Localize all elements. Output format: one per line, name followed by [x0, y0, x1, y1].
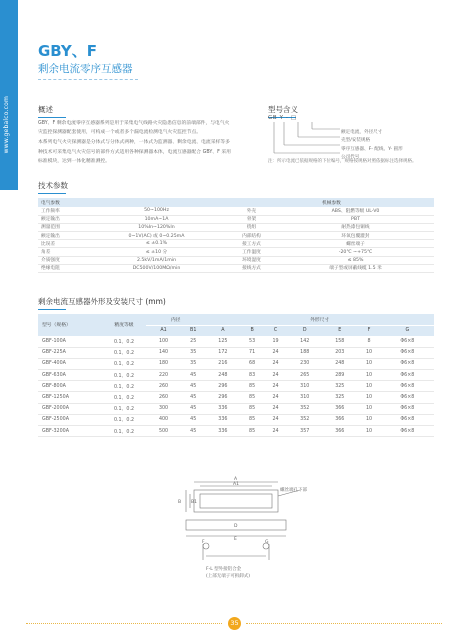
dims-cell: 296 [205, 392, 240, 403]
dims-cell: Φ6×8 [381, 370, 434, 381]
tech-mechanical-value: ≤ 85% [274, 256, 434, 264]
dims-cell: Φ6×8 [381, 336, 434, 347]
dims-row [38, 370, 434, 381]
tech-row [38, 232, 434, 240]
dims-row [38, 403, 434, 414]
dims-subcol-a: A [205, 325, 240, 336]
dims-subcol-d: D [287, 325, 322, 336]
dims-cell: 142 [287, 336, 322, 347]
tech-electrical-value: 10mA~1A [84, 215, 226, 223]
model-item-3: 零序互感器、F- 配线、Y- 圆形 [341, 146, 403, 152]
dims-cell: 19 [264, 336, 287, 347]
dims-cell: 24 [264, 414, 287, 425]
title-divider [38, 79, 138, 80]
diagram-label-b1: B1 [191, 500, 197, 505]
dims-cell: 289 [322, 370, 357, 381]
tech-electrical-value: 10%In~120%In [84, 223, 226, 231]
dims-cell: 45 [181, 403, 205, 414]
diagram-callout: 螺丝端孔下部 [280, 488, 307, 493]
tech-mechanical-key: 外壳 [226, 207, 274, 215]
model-item-4: 公司代号 [341, 155, 360, 161]
page-number: 35 [228, 617, 241, 630]
tech-mechanical-key: 绕组 [226, 223, 274, 231]
diagram-label-g: G [265, 540, 269, 545]
dims-cell-model: GBF-225A [38, 347, 102, 358]
dims-cell: 140 [146, 347, 181, 358]
dims-cell: 336 [205, 426, 240, 437]
footer-dotline-right [246, 623, 442, 624]
dims-cell: 325 [322, 392, 357, 403]
diagram-label-d: D [234, 524, 238, 529]
tech-mechanical-key: 接工方式 [226, 240, 274, 248]
dims-cell: 45 [181, 381, 205, 392]
dims-cell: 203 [322, 347, 357, 358]
dims-row [38, 381, 434, 392]
dims-cell: 24 [264, 392, 287, 403]
dims-col-outer: 外形尺寸 [205, 314, 434, 325]
dims-cell: 35 [181, 358, 205, 369]
dims-cell: 35 [181, 347, 205, 358]
dims-cell: 45 [181, 426, 205, 437]
dims-cell: 10 [357, 347, 380, 358]
dims-subcol-e: E [322, 325, 357, 336]
dims-cell: 24 [264, 347, 287, 358]
dims-cell-model: GBF-2000A [38, 403, 102, 414]
dims-cell: 10 [357, 403, 380, 414]
tech-electrical-key: 工作频率 [38, 207, 84, 215]
tech-electrical-value: 50~100Hz [84, 207, 226, 215]
tech-mechanical-key: 工作温度 [226, 248, 274, 256]
tech-row [38, 207, 434, 215]
dims-cell: 336 [205, 403, 240, 414]
diagram-label-f: F [202, 540, 205, 545]
diagram-caption-2: (上部无端子可拆卸式) [206, 574, 251, 579]
tech-electrical-key: 测量范围 [38, 223, 84, 231]
dims-cell: Φ6×8 [381, 403, 434, 414]
dims-cell: 265 [287, 370, 322, 381]
tech-electrical-value: ≤ ±0.1% [84, 240, 226, 248]
dims-cell: Φ6×8 [381, 358, 434, 369]
diagram-label-a1: A1 [233, 482, 239, 487]
dims-cell: 366 [322, 403, 357, 414]
dims-cell-model: GBF-800A [38, 381, 102, 392]
dims-subcol-b1: B1 [181, 325, 205, 336]
dims-cell: Φ6×8 [381, 347, 434, 358]
dims-cell: 71 [240, 347, 263, 358]
dims-cell: 24 [264, 403, 287, 414]
dims-cell: 100 [146, 336, 181, 347]
dims-table [38, 314, 434, 437]
dims-cell: 352 [287, 403, 322, 414]
model-code: GB Y - □ [268, 115, 297, 121]
tech-col-mechanical: 机械参数 [226, 198, 434, 207]
dims-cell: 45 [181, 414, 205, 425]
dims-cell: 366 [322, 414, 357, 425]
tech-row [38, 264, 434, 272]
diagram-label-e: E [234, 537, 237, 542]
dims-cell: 0.1、0.2 [102, 426, 146, 437]
dims-cell: 10 [357, 414, 380, 425]
dims-row [38, 426, 434, 437]
dims-cell: 85 [240, 392, 263, 403]
overview-text [38, 119, 234, 167]
dims-cell: Φ6×8 [381, 414, 434, 425]
model-heading: 型号含义 [268, 104, 298, 118]
dims-cell: Φ6×8 [381, 392, 434, 403]
page-title: GBY、F [38, 42, 98, 60]
dims-cell: 83 [240, 370, 263, 381]
dims-cell: Φ6×8 [381, 381, 434, 392]
footer-dotline-left [26, 623, 222, 624]
overview-paragraph-2: 本系列电气火灾探测器是分体式与分体式两种，一体式为监测器、剩余电流、电流采样等多种技术可采集电气火灾信号的部件方式适用各种探测器本体，电流互感器配合 GBY、F 采用标准模块，达到一体化精准测控。 [38, 140, 231, 164]
dims-cell: 0.1、0.2 [102, 392, 146, 403]
dims-cell: 180 [146, 358, 181, 369]
dims-row [38, 392, 434, 403]
tech-electrical-value: 0~1V(AC) 或 0~0.25mA [84, 232, 226, 240]
dims-cell: 296 [205, 381, 240, 392]
tech-electrical-key: 比误差 [38, 240, 84, 248]
dims-cell: 24 [264, 370, 287, 381]
tech-electrical-value: 2.5kV/1mA/1min [84, 256, 226, 264]
dims-cell: 0.1、0.2 [102, 336, 146, 347]
tech-row [38, 248, 434, 256]
dims-cell: 172 [205, 347, 240, 358]
dims-cell: 400 [146, 414, 181, 425]
model-note: 注：所示电流已依据规格的下位编号，规格按规格对照依据标注选择规格。 [268, 159, 417, 164]
page-subtitle: 剩余电流零序互感器 [38, 63, 133, 75]
dims-cell: 357 [287, 426, 322, 437]
dims-cell: 352 [287, 414, 322, 425]
dims-subcol-b: B [240, 325, 263, 336]
tech-col-electrical: 电气参数 [38, 198, 226, 207]
dims-row [38, 358, 434, 369]
tech-row [38, 240, 434, 248]
tech-electrical-value: DC500V/100MΩ/min [84, 264, 226, 272]
tech-electrical-key: 绝缘电阻 [38, 264, 84, 272]
dims-cell: 68 [240, 358, 263, 369]
dims-cell: 10 [357, 370, 380, 381]
dims-cell-model: GBF-3200A [38, 426, 102, 437]
tech-table [38, 198, 434, 273]
tech-mechanical-key: 接线方式 [226, 264, 274, 272]
dims-cell: 310 [287, 392, 322, 403]
tech-mechanical-value: 螺丝端子 [274, 240, 434, 248]
side-website-text: www.gebalco.com [3, 96, 10, 154]
dims-cell: 310 [287, 381, 322, 392]
dims-cell-model: GBF-2500A [38, 414, 102, 425]
dims-cell: 336 [205, 414, 240, 425]
tech-row [38, 223, 434, 231]
tech-electrical-key: 角差 [38, 248, 84, 256]
dims-subcol-f: F [357, 325, 380, 336]
diagram-label-b: B [178, 500, 182, 505]
diagram-body-outline [194, 490, 278, 512]
dims-cell: 158 [322, 336, 357, 347]
dims-cell: 8 [357, 336, 380, 347]
dims-cell: 25 [181, 336, 205, 347]
dims-col-class: 精度等级 [102, 314, 146, 336]
dims-cell: 85 [240, 381, 263, 392]
dims-row [38, 336, 434, 347]
model-bracket-lines [268, 122, 348, 158]
dims-row [38, 414, 434, 425]
tech-electrical-value: ≤ ±10 分 [84, 248, 226, 256]
tech-mechanical-key: 环境湿度 [226, 256, 274, 264]
overview-heading: 概述 [38, 104, 66, 118]
dims-cell-model: GBF-400A [38, 358, 102, 369]
dims-cell: 300 [146, 403, 181, 414]
tech-mechanical-value: 端子型或屏蔽线缆 1.5 米 [274, 264, 434, 272]
diagram-label-a: A [234, 477, 238, 482]
dims-cell: 325 [322, 381, 357, 392]
dims-cell: 45 [181, 370, 205, 381]
model-item-1: 额定电流，外径尺寸 [341, 130, 383, 135]
dims-cell-model: GBF-630A [38, 370, 102, 381]
diagram-window-outline [200, 494, 272, 508]
dims-cell: 188 [287, 347, 322, 358]
dims-subcol-a1: A1 [146, 325, 181, 336]
dims-cell: Φ6×8 [381, 426, 434, 437]
dims-cell: 85 [240, 426, 263, 437]
tech-electrical-key: 额定输出 [38, 232, 84, 240]
tech-row [38, 215, 434, 223]
dims-cell: 500 [146, 426, 181, 437]
dims-cell-model: GBF-1250A [38, 392, 102, 403]
dims-cell: 248 [322, 358, 357, 369]
dims-cell-model: GBF-100A [38, 336, 102, 347]
dims-cell: 0.1、0.2 [102, 414, 146, 425]
dims-cell: 10 [357, 381, 380, 392]
dims-cell: 24 [264, 358, 287, 369]
dims-cell: 24 [264, 426, 287, 437]
dims-cell: 10 [357, 392, 380, 403]
dims-cell: 85 [240, 414, 263, 425]
tech-mechanical-value: -20℃ ~+75℃ [274, 248, 434, 256]
dims-cell: 220 [146, 370, 181, 381]
dims-cell: 366 [322, 426, 357, 437]
dims-cell: 216 [205, 358, 240, 369]
dims-cell: 125 [205, 336, 240, 347]
dims-cell: 24 [264, 381, 287, 392]
dims-cell: 10 [357, 358, 380, 369]
dims-cell: 85 [240, 403, 263, 414]
model-item-2: 壳型/安装规格 [341, 138, 371, 144]
dims-cell: 0.1、0.2 [102, 358, 146, 369]
tech-mechanical-value: 环氧包覆灌封 [274, 232, 434, 240]
dims-cell: 260 [146, 392, 181, 403]
dims-subcol-g: G [381, 325, 434, 336]
dims-cell: 230 [287, 358, 322, 369]
side-strip [0, 0, 18, 190]
tech-mechanical-value: ABS、阻燃等级 UL-V0 [274, 207, 434, 215]
dims-col-inner: 内径 [146, 314, 205, 325]
overview-paragraph-1: GBY、F 剩余电流零序互感器系列是用于采集电气线路火灾隐患信息的前端部件，与电气火灾监控探测器配套使用，可构成一个或者多个漏电流检测电气火灾监控节点。 [38, 121, 230, 136]
dims-row [38, 347, 434, 358]
dims-cell: 0.1、0.2 [102, 347, 146, 358]
dims-cell: 260 [146, 381, 181, 392]
dims-cell: 0.1、0.2 [102, 381, 146, 392]
dims-cell: 0.1、0.2 [102, 403, 146, 414]
diagram-caption-1: F-L 型外接铝合金 [206, 567, 242, 572]
dims-cell: 0.1、0.2 [102, 370, 146, 381]
dims-col-model: 型号（规格） [38, 314, 102, 336]
tech-row [38, 256, 434, 264]
dims-heading: 剩余电流互感器外形及安装尺寸 (mm) [38, 296, 166, 310]
dims-cell: 45 [181, 392, 205, 403]
dims-subcol-c: C [264, 325, 287, 336]
tech-mechanical-value: PBT [274, 215, 434, 223]
dims-cell: 248 [205, 370, 240, 381]
tech-heading: 技术参数 [38, 180, 68, 194]
tech-mechanical-value: 耐热漆包铜线 [274, 223, 434, 231]
tech-mechanical-key: 内部结构 [226, 232, 274, 240]
tech-electrical-key: 介质强度 [38, 256, 84, 264]
tech-mechanical-key: 骨架 [226, 215, 274, 223]
outline-diagram [176, 474, 326, 606]
dims-cell: 10 [357, 426, 380, 437]
tech-electrical-key: 额定输出 [38, 215, 84, 223]
dims-cell: 53 [240, 336, 263, 347]
